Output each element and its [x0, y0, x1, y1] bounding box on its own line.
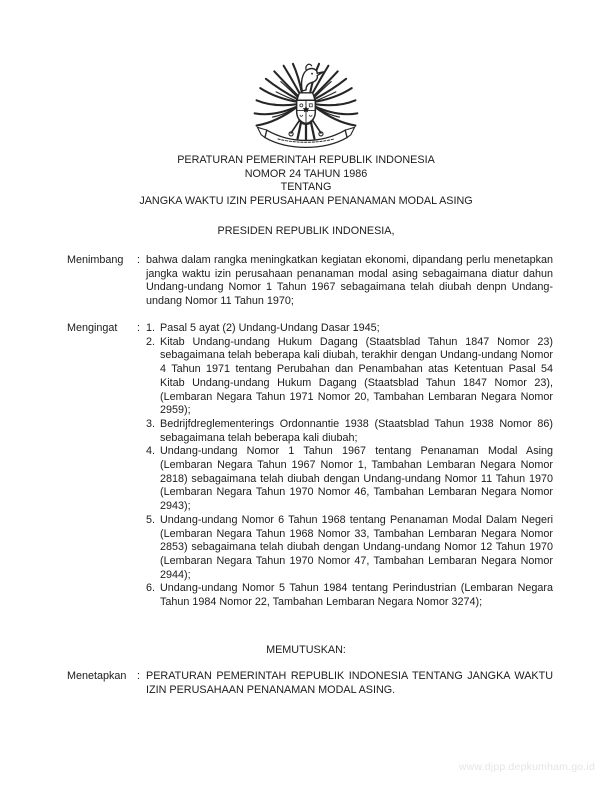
mengingat-item-6-text: Undang-undang Nomor 5 Tahun 1984 tentang Perindustrian (Lembaran Negara Tahun 1984 Nomor 22, Tambahan Lembaran Negara Nomor 3274);: [160, 582, 553, 609]
title-line-1: PERATURAN PEMERINTAH REPUBLIK INDONESIA: [177, 154, 435, 166]
menimbang-section: [67, 254, 553, 309]
salutation-line: PRESIDEN REPUBLIK INDONESIA,: [217, 225, 395, 237]
mengingat-item-4: [146, 445, 553, 514]
mengingat-colon: :: [137, 322, 140, 334]
title-line-2: NOMOR 24 TAHUN 1986: [244, 167, 368, 180]
menetapkan-text: PERATURAN PEMERINTAH REPUBLIK INDONESIA TENTANG JANGKA WAKTU IZIN PERUSAHAAN PENANAMAN MODAL ASING.: [146, 670, 553, 696]
title-line-3: TENTANG: [280, 181, 332, 194]
menetapkan-section: [67, 670, 553, 697]
mengingat-item-2-text: Kitab Undang-undang Hukum Dagang (Staatsblad Tahun 1847 Nomor 23) sebagaimana telah beberapa kali diubah, terakhir dengan Undang-undang Nomor 4 Tahun 1971 tentang Perubahan dan Penambahan atas Ketentuan Pasal 54 Kitab Undang-undang Hukum Dagang (Staatsblad Tahun 1847 Nomor 23), (Lembaran Negara Tahun 1971 Nomor 20, Tambahan Lembaran Negara Nomor 2959);: [160, 335, 553, 417]
mengingat-list: [146, 322, 553, 610]
mengingat-item-6: [146, 582, 553, 609]
menimbang-text: bahwa dalam rangka meningkatkan kegiatan ekonomi, dipandang perlu menetapkan jangka waktu izin perusahaan penanaman modal asing sebagaimana diatur dahun Undang-undang Nomor 1 Tahun 1967 sebagaimana telah diubah denpn Undang-undang Nomor 11 Tahun 1970;: [146, 254, 553, 308]
mengingat-section: [67, 322, 553, 610]
mengingat-item-2-number: 2.: [146, 335, 156, 348]
mengingat-item-5-number: 5.: [146, 513, 156, 526]
garuda-pancasila-icon: [250, 59, 362, 149]
document-title-block: [0, 154, 612, 209]
mengingat-item-3-text: Bedrijfdreglementerings Ordonnantie 1938 (Staatsblad Tahun 1938 Nomor 86) sebagaimana telah beberapa kali diubah;: [160, 417, 553, 444]
mengingat-item-1-text: Pasal 5 ayat (2) Undang-Undang Dasar 1945;: [160, 322, 380, 334]
mengingat-item-1-number: 1.: [146, 322, 156, 334]
mengingat-item-1: [146, 322, 553, 336]
mengingat-item-2: [146, 336, 553, 418]
mengingat-label: Mengingat: [67, 322, 118, 334]
mengingat-item-3-number: 3.: [146, 417, 156, 430]
mengingat-item-5-text: Undang-undang Nomor 6 Tahun 1968 tentang Penanaman Modal Dalam Negeri (Lembaran Negara Tahun 1968 Nomor 33, Tambahan Lembaran Negara Nomor 2853) sebagaimana telah diubah dengan Undang-undang Nomor 12 Tahun 1970 (Lembaran Negara Tahun 1970 Nomor 47, Tambahan Lembaran Negara Nomor 2944);: [160, 513, 553, 581]
garuda-pancasila-emblem: [250, 59, 362, 149]
title-line-4: JANGKA WAKTU IZIN PERUSAHAAN PENANAMAN MODAL ASING: [139, 195, 473, 208]
mengingat-item-5: [146, 514, 553, 583]
mengingat-item-4-text: Undang-undang Nomor 1 Tahun 1967 tentang Penanaman Modal Asing (Lembaran Negara Tahun 1967 Nomor 1, Tambahan Lembaran Negara Nomor 2818) sebagaimana telah diubah dengan Undang-undang Nomor 11 Tahun 1970 (Lembaran Negara Tahun 1970 Nomor 46, Tambahan Lembaran Negara Nomor 2943);: [160, 445, 553, 513]
memutuskan-heading: MEMUTUSKAN:: [266, 644, 346, 656]
mengingat-item-4-number: 4.: [146, 445, 156, 458]
mengingat-item-6-number: 6.: [146, 582, 156, 595]
menimbang-colon: :: [137, 254, 140, 266]
menetapkan-colon: :: [137, 670, 140, 682]
menimbang-label: Menimbang: [67, 254, 124, 266]
watermark-text: www.djpp.depkumham.go.id: [458, 761, 595, 773]
mengingat-item-3: [146, 418, 553, 445]
menetapkan-label: Menetapkan: [67, 670, 127, 682]
